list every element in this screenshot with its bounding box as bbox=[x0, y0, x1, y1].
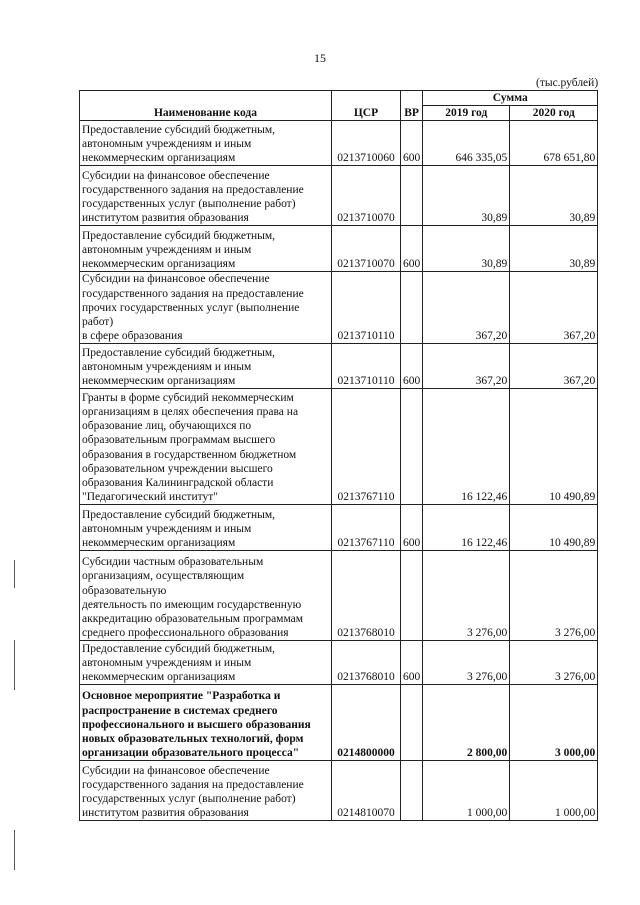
row-name: Субсидии на финансовое обеспечение государственного задания на предоставление прочих государственных услуг (выполнение работ) в сфере образования bbox=[80, 272, 332, 344]
row-vr bbox=[401, 272, 423, 344]
row-name: Субсидии частным образовательным организациям, осуществляющим образовательную деятельность по имеющим государственную аккредитацию образовательным программам среднего профессионального образования bbox=[80, 551, 332, 641]
row-name: Предоставление субсидий бюджетным, автономным учреждениям и иным некоммерческим организациям bbox=[80, 641, 332, 685]
header-vr: ВР bbox=[401, 91, 423, 121]
table-row bbox=[80, 121, 598, 166]
row-2020: 1 000,00 bbox=[510, 761, 598, 821]
table-row bbox=[80, 226, 598, 272]
row-2020: 3 276,00 bbox=[510, 641, 598, 685]
row-2019: 30,89 bbox=[423, 226, 510, 272]
table-row bbox=[80, 761, 598, 821]
table-row bbox=[80, 641, 598, 685]
row-csr: 0213710110 bbox=[332, 344, 401, 389]
header-csr: ЦСР bbox=[332, 91, 401, 121]
row-2020: 10 490,89 bbox=[510, 389, 598, 505]
header-2020: 2020 год bbox=[510, 106, 598, 121]
row-vr: 600 bbox=[401, 344, 423, 389]
row-2019: 367,20 bbox=[423, 272, 510, 344]
table-row bbox=[80, 344, 598, 389]
row-2019: 16 122,46 bbox=[423, 389, 510, 505]
row-name: Гранты в форме субсидий некоммерческим организациям в целях обеспечения права на образование лиц, обучающихся по образовательным программам высшего образования в государственном бюджетном образовательном учреждении высшего образования Калининградской области "Педагогический институт" bbox=[80, 389, 332, 505]
row-csr: 0213710110 bbox=[332, 272, 401, 344]
row-csr: 0213768010 bbox=[332, 641, 401, 685]
row-name: Предоставление субсидий бюджетным, автономным учреждениям и иным некоммерческим организациям bbox=[80, 121, 332, 166]
row-2020: 3 276,00 bbox=[510, 551, 598, 641]
row-2020: 367,20 bbox=[510, 272, 598, 344]
row-name: Предоставление субсидий бюджетным, автономным учреждениям и иным некоммерческим организациям bbox=[80, 226, 332, 272]
row-vr bbox=[401, 389, 423, 505]
margin-mark bbox=[14, 560, 15, 588]
row-csr: 0213710070 bbox=[332, 166, 401, 226]
row-vr: 600 bbox=[401, 641, 423, 685]
row-csr: 0213710070 bbox=[332, 226, 401, 272]
budget-table bbox=[79, 90, 598, 821]
row-name: Предоставление субсидий бюджетным, автономным учреждениям и иным некоммерческим организациям bbox=[80, 505, 332, 551]
margin-mark bbox=[14, 830, 15, 870]
row-vr bbox=[401, 166, 423, 226]
row-name: Субсидии на финансовое обеспечение государственного задания на предоставление государственных услуг (выполнение работ) институтом развития образования bbox=[80, 761, 332, 821]
table-row bbox=[80, 389, 598, 505]
row-vr: 600 bbox=[401, 226, 423, 272]
page-number: 15 bbox=[314, 51, 326, 65]
header-2019: 2019 год bbox=[423, 106, 510, 121]
row-vr: 600 bbox=[401, 505, 423, 551]
header-sum: Сумма bbox=[423, 91, 598, 106]
row-2019: 3 276,00 bbox=[423, 551, 510, 641]
row-2020: 10 490,89 bbox=[510, 505, 598, 551]
row-2020: 30,89 bbox=[510, 226, 598, 272]
row-2020: 30,89 bbox=[510, 166, 598, 226]
row-name: Субсидии на финансовое обеспечение государственного задания на предоставление государственных услуг (выполнение работ) институтом развития образования bbox=[80, 166, 332, 226]
table-row bbox=[80, 685, 598, 761]
row-vr bbox=[401, 551, 423, 641]
margin-mark bbox=[14, 640, 15, 690]
row-csr: 0213768010 bbox=[332, 551, 401, 641]
row-2019: 3 276,00 bbox=[423, 641, 510, 685]
row-2020: 678 651,80 bbox=[510, 121, 598, 166]
row-2019: 1 000,00 bbox=[423, 761, 510, 821]
row-vr bbox=[401, 685, 423, 761]
header-name: Наименование кода bbox=[80, 91, 332, 121]
row-2019: 2 800,00 bbox=[423, 685, 510, 761]
row-csr: 0214810070 bbox=[332, 761, 401, 821]
row-2019: 646 335,05 bbox=[423, 121, 510, 166]
row-2019: 367,20 bbox=[423, 344, 510, 389]
units-label: (тыс.рублей) bbox=[536, 77, 599, 89]
row-csr: 0213767110 bbox=[332, 389, 401, 505]
table-row bbox=[80, 166, 598, 226]
row-vr bbox=[401, 761, 423, 821]
row-vr: 600 bbox=[401, 121, 423, 166]
row-2020: 3 000,00 bbox=[510, 685, 598, 761]
row-csr: 0213710060 bbox=[332, 121, 401, 166]
row-csr: 0213767110 bbox=[332, 505, 401, 551]
table-row bbox=[80, 505, 598, 551]
row-2020: 367,20 bbox=[510, 344, 598, 389]
row-name: Основное мероприятие "Разработка и распространение в системах среднего профессионального и высшего образования новых образовательных технологий, форм организации образовательного процесса" bbox=[80, 685, 332, 761]
table-row bbox=[80, 272, 598, 344]
row-2019: 16 122,46 bbox=[423, 505, 510, 551]
row-csr: 0214800000 bbox=[332, 685, 401, 761]
row-2019: 30,89 bbox=[423, 166, 510, 226]
table-row bbox=[80, 551, 598, 641]
row-name: Предоставление субсидий бюджетным, автономным учреждениям и иным некоммерческим организациям bbox=[80, 344, 332, 389]
